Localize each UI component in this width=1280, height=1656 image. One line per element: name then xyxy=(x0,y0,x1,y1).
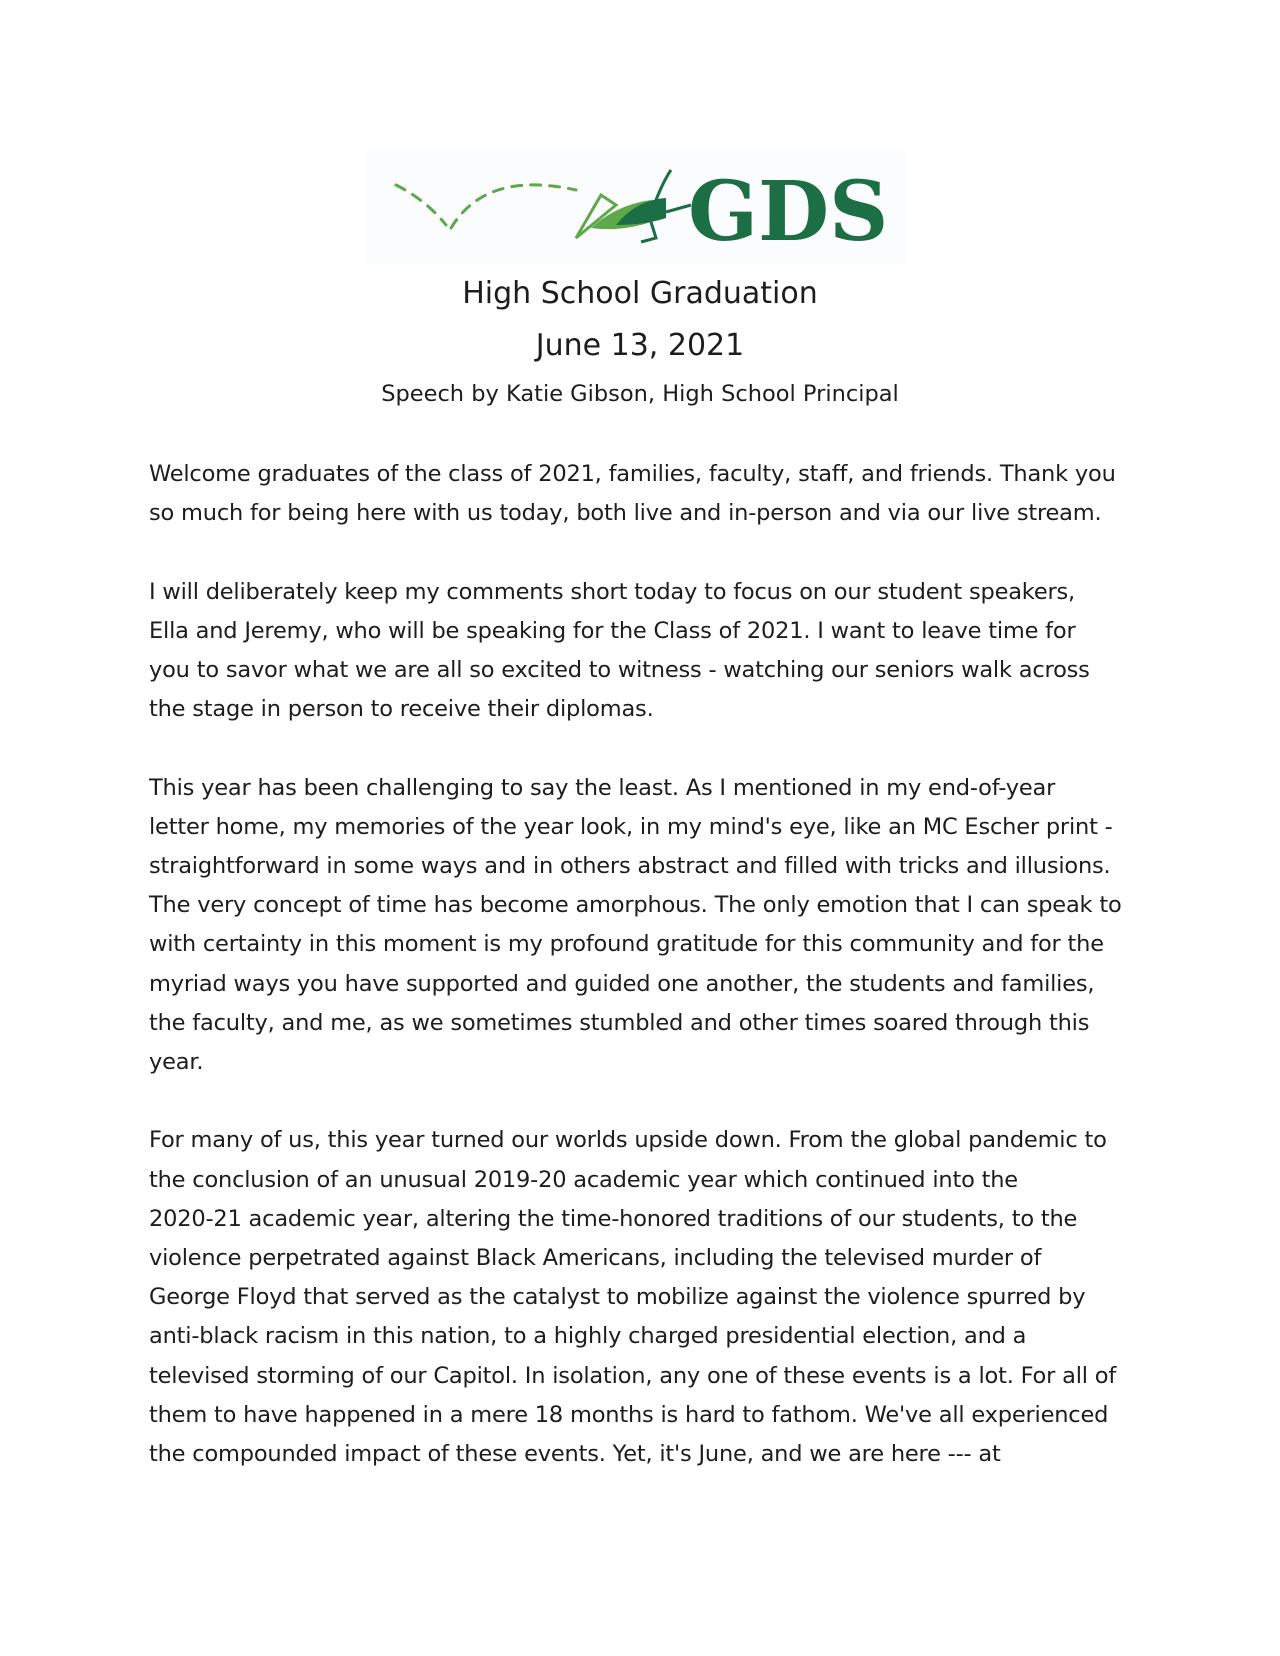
byline: Speech by Katie Gibson, High School Principal xyxy=(381,381,899,407)
text-line: violence perpetrated against Black Americans, including the televised murder of xyxy=(149,1245,1042,1272)
gds-logo xyxy=(366,150,906,265)
speech-paragraph xyxy=(149,455,1149,533)
svg-text:GDS: GDS xyxy=(688,164,889,260)
text-line: the stage in person to receive their diplomas. xyxy=(149,696,654,723)
text-line: year. xyxy=(149,1049,204,1076)
text-line: myriad ways you have supported and guided one another, the students and families, xyxy=(149,970,1095,997)
text-line: George Floyd that served as the catalyst to mobilize against the violence spurred by xyxy=(149,1284,1086,1311)
page-title: High School Graduation xyxy=(462,276,818,311)
text-line: letter home, my memories of the year look, in my mind's eye, like an MC Escher print - xyxy=(149,813,1113,840)
text-line: so much for being here with us today, both live and in-person and via our live stream. xyxy=(149,500,1102,527)
speech-paragraph xyxy=(149,573,1149,730)
text-line: The very concept of time has become amorphous. The only emotion that I can speak to xyxy=(149,892,1122,919)
text-line: This year has been challenging to say the least. As I mentioned in my end-of-year xyxy=(149,774,1056,801)
grasshopper-logo-icon xyxy=(366,150,906,265)
text-line: the conclusion of an unusual 2019-20 academic year which continued into the xyxy=(149,1166,1018,1193)
text-line: For many of us, this year turned our worlds upside down. From the global pandemic to xyxy=(149,1127,1107,1154)
text-line: anti-black racism in this nation, to a highly charged presidential election, and a xyxy=(149,1323,1027,1350)
text-line: Ella and Jeremy, who will be speaking for the Class of 2021. I want to leave time for xyxy=(149,617,1076,644)
text-line: I will deliberately keep my comments short today to focus on our student speakers, xyxy=(149,578,1076,605)
speech-paragraph xyxy=(149,769,1149,1083)
text-line: 2020-21 academic year, altering the time-honored traditions of our students, to the xyxy=(149,1205,1078,1232)
speech-body xyxy=(149,455,1149,1513)
text-line: with certainty in this moment is my profound gratitude for this community and for the xyxy=(149,931,1104,958)
text-line: Welcome graduates of the class of 2021, families, faculty, staff, and friends. Thank you xyxy=(149,461,1116,487)
text-line: you to savor what we are all so excited to witness - watching our seniors walk across xyxy=(149,657,1090,683)
event-date: June 13, 2021 xyxy=(535,328,745,363)
text-line: straightforward in some ways and in others abstract and filled with tricks and illusions. xyxy=(149,853,1111,879)
text-line: the compounded impact of these events. Yet, it's June, and we are here --- at xyxy=(149,1441,1001,1468)
text-line: televised storming of our Capitol. In isolation, any one of these events is a lot. For all of xyxy=(149,1362,1117,1389)
text-line: the faculty, and me, as we sometimes stumbled and other times soared through this xyxy=(149,1009,1090,1036)
speech-paragraph xyxy=(149,1121,1149,1474)
text-line: them to have happened in a mere 18 months is hard to fathom. We've all experienced xyxy=(149,1401,1109,1428)
